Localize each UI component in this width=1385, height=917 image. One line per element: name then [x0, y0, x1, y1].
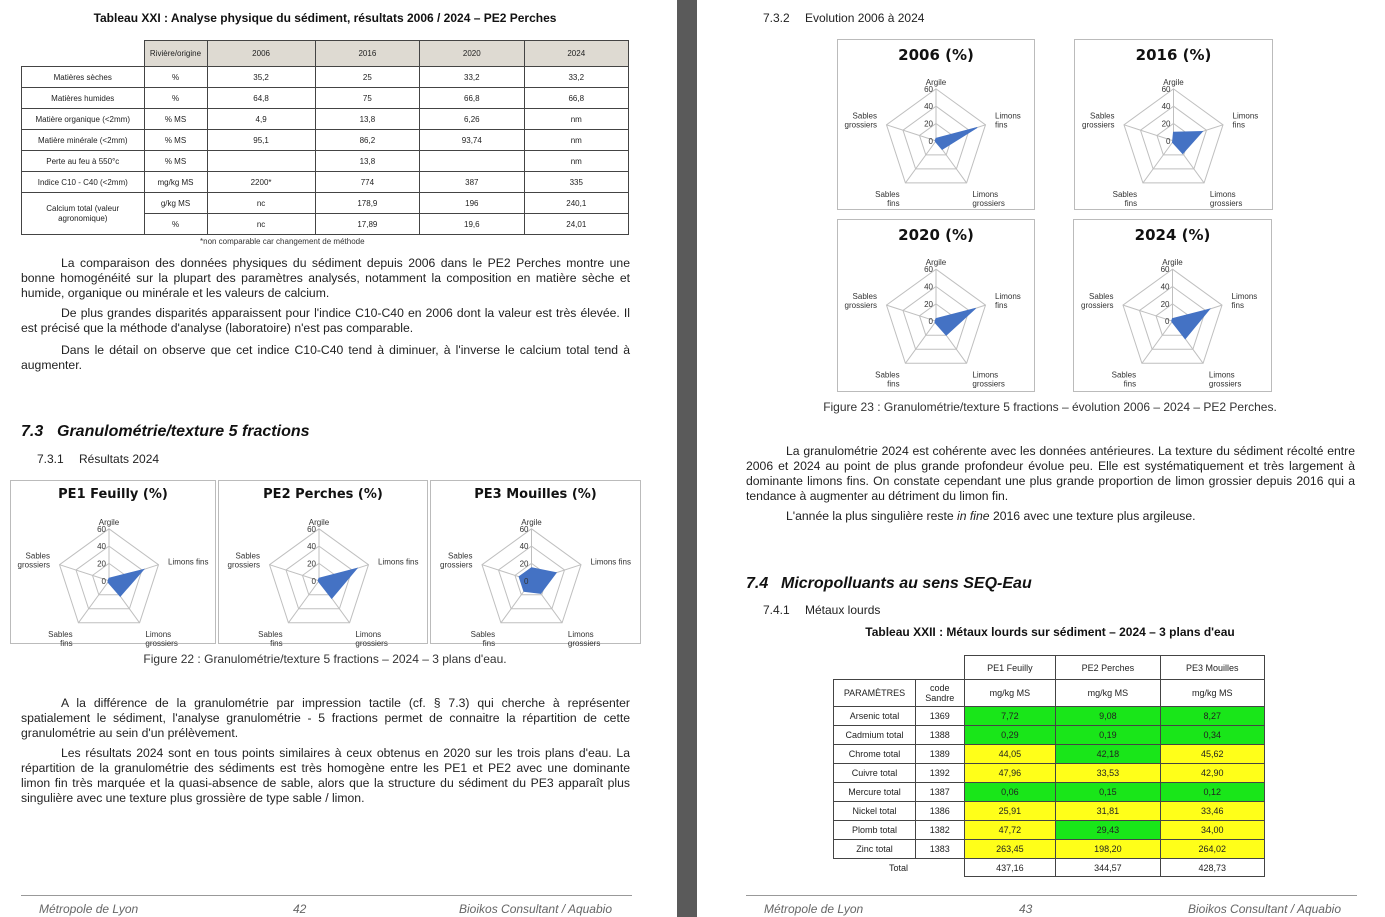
figure22-caption: Figure 22 : Granulométrie/texture 5 fractions – 2024 – 3 plans d'eau. [143, 652, 507, 666]
section-title: Micropolluants au sens SEQ-Eau [781, 575, 1032, 592]
value-cell: 264,02 [1160, 840, 1264, 859]
category-label: Limons grossiers [567, 629, 601, 648]
table-row [22, 88, 629, 109]
unit-cell: % [144, 88, 207, 109]
category-label: Sables fins [48, 629, 73, 648]
value-cell: 198,20 [1056, 840, 1160, 859]
total-cell: 437,16 [964, 859, 1056, 877]
param-cell: Arsenic total [834, 707, 916, 726]
tick-label: 40 [924, 282, 933, 292]
radar-chart-pe1 [10, 480, 216, 648]
chart-title: PE2 Perches (%) [263, 487, 383, 502]
radar-plot [11, 507, 215, 648]
value-cell: 0,19 [1056, 726, 1160, 745]
value-cell: nc [207, 214, 315, 235]
value-cell: 178,9 [315, 193, 419, 214]
tick-label: 40 [97, 542, 106, 552]
table-row [834, 802, 1265, 821]
value-cell: 13,8 [315, 109, 419, 130]
code-cell: 1386 [916, 802, 965, 821]
paragraph: La comparaison des données physiques du sédiment depuis 2006 dans le PE2 Perches montre une bonne homogénéité sur la plupart des paramètres analysés, notamment la composition en matière sèche et humide, organique ou minérale et les valeurs de calcium. [21, 256, 630, 300]
value-cell: 47,96 [964, 764, 1056, 783]
category-label: Limons fins [590, 557, 631, 567]
table21-header: Rivière/origine [144, 41, 207, 67]
category-label: Limons fins [995, 111, 1021, 130]
value-cell: nc [207, 193, 315, 214]
param-cell: Cadmium total [834, 726, 916, 745]
category-label: Sables fins [875, 190, 900, 208]
tick-label: 40 [307, 542, 316, 552]
axis-spoke [78, 581, 109, 623]
unit-cell: % MS [144, 130, 207, 151]
table-row [834, 783, 1265, 802]
unit-header: mg/kg MS [1056, 680, 1160, 707]
tick-label: 0 [311, 576, 316, 586]
site-header: PE2 Perches [1056, 656, 1160, 680]
radar-plot [219, 507, 427, 648]
radar-plot [1074, 246, 1271, 391]
paragraph: De plus grandes disparités apparaissent pour l'indice C10-C40 en 2006 dont la valeur est très élevée. Il est précisé que la méthode d'analyse (laboratoire) n'est pas comparable. [21, 306, 630, 335]
axis-spoke [1143, 141, 1174, 183]
param-cell: Nickel total [834, 802, 916, 821]
category-label: Sables fins [470, 629, 496, 648]
figure23-caption: Figure 23 : Granulométrie/texture 5 fractions – évolution 2006 – 2024 – PE2 Perches. [823, 400, 1277, 414]
section-title: Evolution 2006 à 2024 [805, 11, 925, 25]
value-cell: 4,9 [207, 109, 315, 130]
value-cell: 0,06 [964, 783, 1056, 802]
value-cell: 6,26 [420, 109, 524, 130]
value-cell: 33,2 [524, 67, 628, 88]
category-label: Sables grossiers [844, 292, 877, 310]
series-area [935, 128, 977, 150]
value-cell: nm [524, 151, 628, 172]
category-label: Sables grossiers [1081, 292, 1114, 310]
param-cell: Indice C10 - C40 (<2mm) [22, 172, 145, 193]
category-label: Argile [308, 517, 330, 527]
value-cell: 45,62 [1160, 745, 1264, 764]
page-number: 43 [1019, 902, 1033, 916]
category-label: Sables fins [1111, 370, 1137, 389]
section-heading-7-3-1 [37, 452, 159, 466]
value-cell: 17,89 [315, 214, 419, 235]
category-label: Limons fins [995, 292, 1021, 310]
table21-header: 2006 [207, 41, 315, 67]
value-cell: 31,81 [1056, 802, 1160, 821]
unit-cell: % MS [144, 151, 207, 172]
category-label: Limons grossiers [145, 629, 178, 648]
page-gutter [677, 0, 697, 917]
table-row [834, 726, 1265, 745]
param-cell: Plomb total [834, 821, 916, 840]
category-label: Limons fins [168, 557, 209, 567]
unit-cell: mg/kg MS [144, 172, 207, 193]
value-cell: 95,1 [207, 130, 315, 151]
footer [746, 895, 1357, 914]
table-row [22, 109, 629, 130]
category-label: Sables grossiers [17, 551, 50, 570]
section-title: Granulométrie/texture 5 fractions [57, 423, 310, 440]
series-area [1173, 132, 1203, 154]
code-cell: 1387 [916, 783, 965, 802]
category-label: Sables fins [875, 370, 900, 389]
tick-label: 40 [924, 102, 933, 112]
category-label: Sables grossiers [1082, 111, 1115, 130]
section-heading-7-3 [21, 423, 310, 441]
chart-title: 2024 (%) [1134, 226, 1211, 244]
table21-note: *non comparable car changement de méthode [200, 237, 365, 246]
tick-label: 60 [1161, 84, 1171, 94]
text-run: L'année la plus singulière reste [786, 509, 958, 523]
code-cell: 1382 [916, 821, 965, 840]
section-number: 7.3 [21, 423, 44, 440]
table-row [22, 151, 629, 172]
value-cell: 9,08 [1056, 707, 1160, 726]
axis-spoke [288, 581, 319, 623]
category-label: Argile [925, 258, 947, 268]
param-cell: Matières humides [22, 88, 145, 109]
tick-label: 60 [924, 265, 933, 275]
value-cell: 33,53 [1056, 764, 1160, 783]
value-cell: 335 [524, 172, 628, 193]
section-title: Métaux lourds [805, 603, 881, 617]
unit-header: mg/kg MS [964, 680, 1056, 707]
category-label: Limons grossiers [1209, 190, 1243, 208]
section-title: Résultats 2024 [79, 452, 160, 466]
tick-label: 20 [924, 299, 933, 309]
value-cell: 34,00 [1160, 821, 1264, 840]
tick-label: 0 [1165, 317, 1170, 327]
section-heading-7-3-2 [763, 11, 924, 25]
param-cell: Chrome total [834, 745, 916, 764]
tick-label: 20 [924, 119, 933, 129]
value-cell: 25 [315, 67, 419, 88]
table-row [834, 821, 1265, 840]
text-run: 2016 avec une texture plus argileuse. [989, 509, 1196, 523]
value-cell [420, 151, 524, 172]
series-area [935, 308, 976, 335]
param-cell: Matière minérale (<2mm) [22, 130, 145, 151]
category-label: Argile [521, 517, 542, 527]
param-cell: Calcium total (valeur agronomique) [22, 193, 145, 235]
footer-left: Métropole de Lyon [764, 902, 864, 916]
tick-label: 40 [1161, 102, 1171, 112]
page-number: 42 [293, 902, 307, 916]
tick-label: 60 [1160, 265, 1170, 275]
chart-title: PE3 Mouilles (%) [474, 487, 597, 502]
radar-chart-2016 [1074, 39, 1273, 210]
value-cell: 13,8 [315, 151, 419, 172]
value-cell: 7,72 [964, 707, 1056, 726]
value-cell: 25,91 [964, 802, 1056, 821]
unit-header: mg/kg MS [1160, 680, 1264, 707]
tick-label: 20 [1160, 299, 1170, 309]
unit-cell: % MS [144, 109, 207, 130]
table-row [834, 707, 1265, 726]
tick-label: 20 [519, 559, 529, 569]
table-row [22, 130, 629, 151]
radar-chart-pe3 [430, 480, 641, 648]
radar-plot [1075, 66, 1272, 209]
radar-chart-2020 [837, 219, 1035, 392]
code-cell: 1388 [916, 726, 965, 745]
site-header: PE1 Feuilly [964, 656, 1056, 680]
category-label: Sables grossiers [227, 551, 260, 570]
value-cell: 0,12 [1160, 783, 1264, 802]
table21-caption: Tableau XXI : Analyse physique du sédiment, résultats 2006 / 2024 – PE2 Perches [93, 11, 557, 25]
param-cell: Cuivre total [834, 764, 916, 783]
axis-spoke [905, 141, 936, 183]
tick-label: 40 [1160, 282, 1170, 292]
param-cell: Matières sèches [22, 67, 145, 88]
value-cell: nm [524, 109, 628, 130]
value-cell: 33,2 [420, 67, 524, 88]
value-cell [207, 151, 315, 172]
tick-label: 40 [519, 542, 529, 552]
section-heading-7-4 [746, 575, 1032, 593]
chart-title: PE1 Feuilly (%) [58, 487, 168, 502]
value-cell: 0,15 [1056, 783, 1160, 802]
tick-label: 0 [928, 317, 933, 327]
page-right [697, 0, 1385, 917]
code-header: code Sandre [916, 680, 965, 707]
chart-title: 2016 (%) [1135, 46, 1212, 64]
value-cell: 263,45 [964, 840, 1056, 859]
value-cell: 47,72 [964, 821, 1056, 840]
axis-spoke [1142, 321, 1173, 363]
param-cell: Matière organique (<2mm) [22, 109, 145, 130]
tick-label: 60 [519, 524, 529, 534]
code-cell: 1383 [916, 840, 965, 859]
code-cell: 1389 [916, 745, 965, 764]
table22 [833, 655, 1265, 877]
category-label: Limons grossiers [972, 370, 1005, 389]
paragraph: A la différence de la granulométrie par impression tactile (cf. § 7.3) qui cherche à représenter spatialement le sédiment, l'analyse granulométrie - 5 fractions permet de connaitre la répartition de cette granulométrie au sein d'un prélèvement. [21, 696, 630, 740]
value-cell: 42,18 [1056, 745, 1160, 764]
chart-title: 2006 (%) [898, 46, 974, 64]
footer-right: Bioikos Consultant / Aquabio [459, 902, 612, 916]
unit-cell: % [144, 67, 207, 88]
paragraph: Les résultats 2024 sont en tous points similaires à ceux obtenus en 2020 sur les trois plans d'eau. La répartition de la granulométrie des sédiments est très homogène entre les PE1 et PE2 avec une dominante limon fin très marquée et la quasi-absence de sable, alors que la structure du sédiment du PE3 apparaît plus singulière avec une texture plus grossière de type sable / limon. [21, 746, 630, 805]
table22-caption: Tableau XXII : Métaux lourds sur sédiment – 2024 – 3 plans d'eau [865, 625, 1235, 639]
value-cell: 24,01 [524, 214, 628, 235]
radar-chart-2024 [1073, 219, 1272, 392]
tick-label: 0 [928, 136, 933, 146]
total-cell: 428,73 [1160, 859, 1264, 877]
value-cell: 240,1 [524, 193, 628, 214]
total-row [834, 859, 1265, 877]
category-label: Limons grossiers [355, 629, 388, 648]
value-cell: 29,43 [1056, 821, 1160, 840]
table-row [22, 193, 629, 214]
tick-label: 60 [924, 84, 933, 94]
value-cell: 196 [420, 193, 524, 214]
paragraph: La granulométrie 2024 est cohérente avec les données antérieures. La texture du sédiment récolté entre 2006 et 2024 au point de plus grande profondeur évolue peu. Elle est systématiquement et très largement à dominante limons fins. On constate cependant une plus grande proportion de limon grossier depuis 2016 qui a tendance à augmenter au détriment du limon fin. [746, 444, 1355, 503]
value-cell: 0,34 [1160, 726, 1264, 745]
footer-right: Bioikos Consultant / Aquabio [1188, 902, 1341, 916]
value-cell: 44,05 [964, 745, 1056, 764]
site-header: PE3 Mouilles [1160, 656, 1264, 680]
section-heading-7-4-1 [763, 603, 880, 617]
category-label: Sables grossiers [440, 551, 473, 570]
radar-chart-2006 [837, 39, 1035, 210]
category-label: Limons fins [1232, 111, 1259, 130]
unit-cell: g/kg MS [144, 193, 207, 214]
category-label: Argile [1162, 258, 1183, 268]
section-number: 7.3.1 [37, 452, 64, 466]
section-number: 7.3.2 [763, 11, 790, 25]
code-cell: 1369 [916, 707, 965, 726]
category-label: Limons grossiers [1208, 370, 1242, 389]
total-label: Total [888, 862, 908, 873]
tick-label: 60 [307, 524, 316, 534]
table-row [834, 764, 1265, 783]
axis-spoke [905, 321, 936, 363]
category-label: Sables fins [258, 629, 283, 648]
param-header: PARAMÈTRES [834, 680, 916, 707]
series-area [318, 568, 357, 598]
value-cell: nm [524, 130, 628, 151]
section-number: 7.4 [746, 575, 769, 592]
category-label: Argile [925, 77, 947, 87]
category-label: Limons fins [378, 557, 419, 567]
value-cell: 75 [315, 88, 419, 109]
text-emphasis: in fine [957, 509, 990, 523]
value-cell: 0,29 [964, 726, 1056, 745]
value-cell: 387 [420, 172, 524, 193]
footer-left: Métropole de Lyon [39, 902, 139, 916]
paragraph [746, 509, 1355, 524]
value-cell: 66,8 [420, 88, 524, 109]
radar-chart-pe2 [218, 480, 428, 648]
value-cell: 2200* [207, 172, 315, 193]
tick-label: 0 [101, 576, 106, 586]
table-row [834, 840, 1265, 859]
section-number: 7.4.1 [763, 603, 790, 617]
category-label: Sables grossiers [844, 111, 877, 130]
tick-label: 20 [1161, 119, 1171, 129]
table21-header: 2020 [420, 41, 524, 67]
tick-label: 20 [97, 559, 106, 569]
category-label: Argile [98, 517, 120, 527]
table21-header: 2024 [524, 41, 628, 67]
category-label: Sables fins [1112, 190, 1138, 208]
chart-title: 2020 (%) [898, 226, 974, 244]
param-cell: Perte au feu à 550°c [22, 151, 145, 172]
table-row [834, 745, 1265, 764]
tick-label: 60 [97, 524, 106, 534]
value-cell: 42,90 [1160, 764, 1264, 783]
radar-plot [431, 507, 640, 648]
tick-label: 0 [524, 576, 529, 586]
value-cell: 774 [315, 172, 419, 193]
category-label: Limons fins [1231, 292, 1258, 310]
category-label: Limons grossiers [972, 190, 1005, 208]
param-cell: Zinc total [834, 840, 916, 859]
code-cell: 1392 [916, 764, 965, 783]
value-cell: 86,2 [315, 130, 419, 151]
total-cell: 344,57 [1056, 859, 1160, 877]
page-left [0, 0, 677, 917]
value-cell: 93,74 [420, 130, 524, 151]
table-row [22, 172, 629, 193]
tick-label: 20 [307, 559, 316, 569]
table21-header: 2016 [315, 41, 419, 67]
unit-cell: % [144, 214, 207, 235]
value-cell: 19,6 [420, 214, 524, 235]
series-area [1172, 309, 1210, 339]
table21 [21, 40, 629, 235]
radar-plot [838, 246, 1034, 391]
footer [21, 895, 632, 914]
tick-label: 0 [1166, 136, 1171, 146]
table-row [22, 67, 629, 88]
value-cell: 8,27 [1160, 707, 1264, 726]
paragraph: Dans le détail on observe que cet indice C10-C40 tend à diminuer, à l'inverse le calcium total tend à augmenter. [21, 343, 630, 372]
value-cell: 35,2 [207, 67, 315, 88]
value-cell: 64,8 [207, 88, 315, 109]
value-cell: 33,46 [1160, 802, 1264, 821]
param-cell: Mercure total [834, 783, 916, 802]
value-cell: 66,8 [524, 88, 628, 109]
radar-plot [838, 66, 1034, 209]
category-label: Argile [1163, 77, 1184, 87]
